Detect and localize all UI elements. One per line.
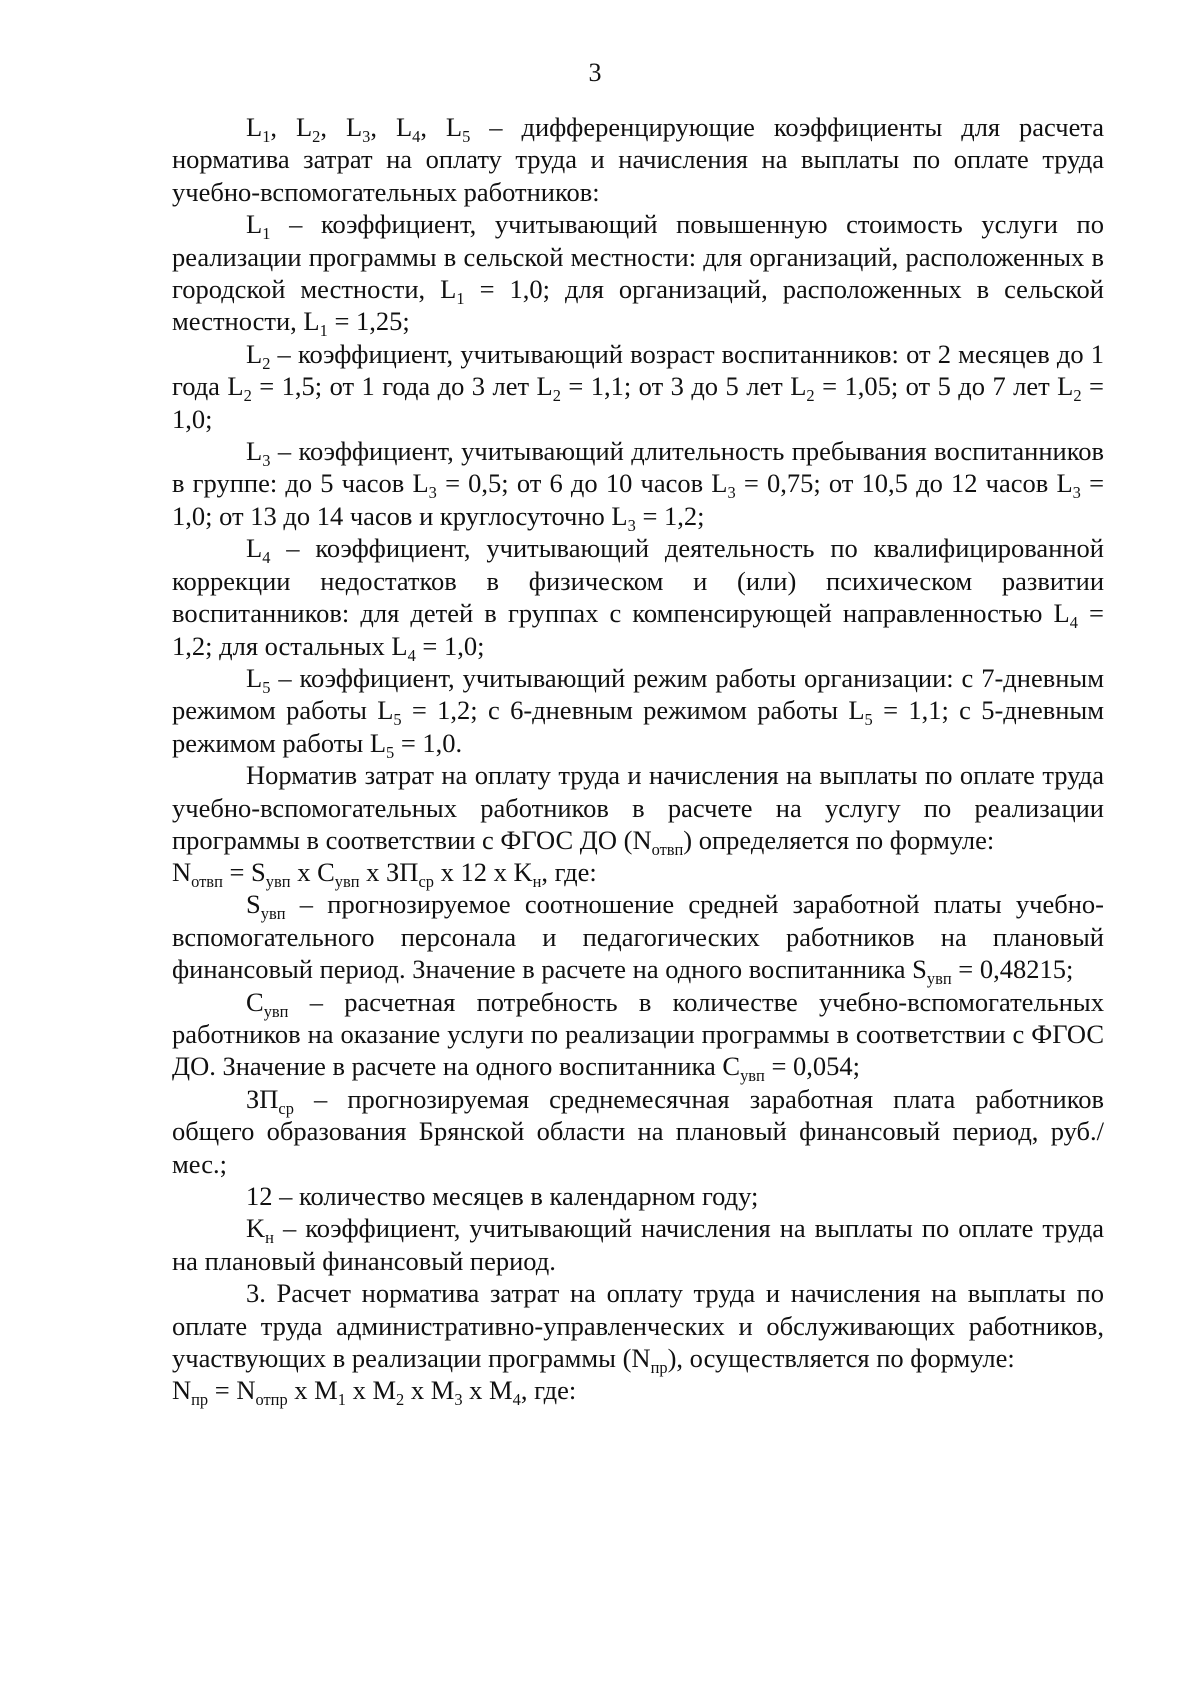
paragraph-l5: $L_5$ – коэффициент, учитывающий режим работы организации: с 7-дневным режимом работы $L_5 = 1,2$; с 6-дневным режимом работы $L_5 = 1,1$; с 5-дневным режимом работы $L_5 = 1,0$. — [172, 662, 1104, 762]
paragraph-section-3: 3. Расчет норматива затрат на оплату труда и начисления на выплаты по оплате труда административно-управленческих и обслуживающих работников, участвующих в реализации программы $(N_{пр})$, осуществляется по формуле: — [172, 1278, 1104, 1377]
page-number: 3 — [588, 58, 602, 87]
paragraph-norm-otvp: Норматив затрат на оплату труда и начисления на выплаты по оплате труда учебно-вспомогательных работников в расчете на услугу по реализации программы в соответствии с ФГОС ДО $(N_{отвп})$ определяется по формуле: — [172, 760, 1104, 859]
paragraph-s-uvp: $S_{увп}$ – прогнозируемое соотношение средней заработной платы учебно-вспомогательного персонала и педагогических работников на плановый финансовый период. Значение в расчете на одного воспитанника $S_{увп} = 0,48215$; — [172, 889, 1104, 988]
paragraph-l3: $L_3$ – коэффициент, учитывающий длительность пребывания воспитанников в группе: до 5 часов $L_3 = 0,5$; от 6 до 10 часов $L_3 = 0,75$; от 10,5 до 12 часов $L_3 = 1,0$; от 13 до 14 часов и круглосуточно $L_3 = 1,2$; — [172, 436, 1105, 535]
paragraph-c-uvp: $C_{увп}$ – расчетная потребность в количестве учебно-вспомогательных работников на оказание услуги по реализации программы в соответствии с ФГОС ДО. Значение в расчете на одного воспитанника $C_{увп} = 0,054$; — [172, 986, 1104, 1086]
paragraph-l1: $L_1$ – коэффициент, учитывающий повышенную стоимость услуги по реализации программы в сельской местности: для организаций, расположенных в городской местности, $L_1 = 1,0$; для организаций, расположенных в сельской местности, $L_1 = 1,25$; — [172, 209, 1104, 341]
paragraph-l-coefficients: $L_1$, $L_2$, $L_3$, $L_4$, $L_5$ – дифференцирующие коэффициенты для расчета норматива затрат на оплату труда и начисления на выплаты по оплате труда учебно-вспомогательных работников: — [172, 112, 1105, 207]
formula-n-pr: $N_{пр} = N_{отпр}$ x $M_1$ x $M_2$ x $M_3$ x $M_4$, где: — [172, 1375, 577, 1410]
formula-n-otvp: $N_{отвп} = S_{увп}$ x $C_{увп}$ x $ЗП_{ср}$ x 12 x $K_н$, где: — [172, 857, 597, 892]
document-body — [172, 111, 1105, 1410]
paragraph-l2: $L_2$ – коэффициент, учитывающий возраст воспитанников: от 2 месяцев до 1 года $L_2 = 1,5$; от 1 года до 3 лет $L_2 = 1,1$; от 3 до 5 лет $L_2 = 1,05$; от 5 до 7 лет $L_2 = 1,0$; — [172, 338, 1104, 434]
paragraph-l4: $L_4$ – коэффициент, учитывающий деятельность по квалифицированной коррекции недостатков в физическом и (или) психическом развитии воспитанников: для детей в группах с компенсирующей направленностью $L_4 = 1,2$; для остальных $L_4 = 1,0$; — [172, 533, 1104, 665]
paragraph-zp-sr: $ЗП_{ср}$ – прогнозируемая среднемесячная заработная плата работников общего образования Брянской области на плановый финансовый период, руб./мес.; — [172, 1083, 1104, 1179]
paragraph-months: 12 – количество месяцев в календарном году; — [246, 1181, 759, 1211]
paragraph-k-n: $K_н$ – коэффициент, учитывающий начисления на выплаты по оплате труда на плановый финансовый период. — [172, 1213, 1104, 1276]
